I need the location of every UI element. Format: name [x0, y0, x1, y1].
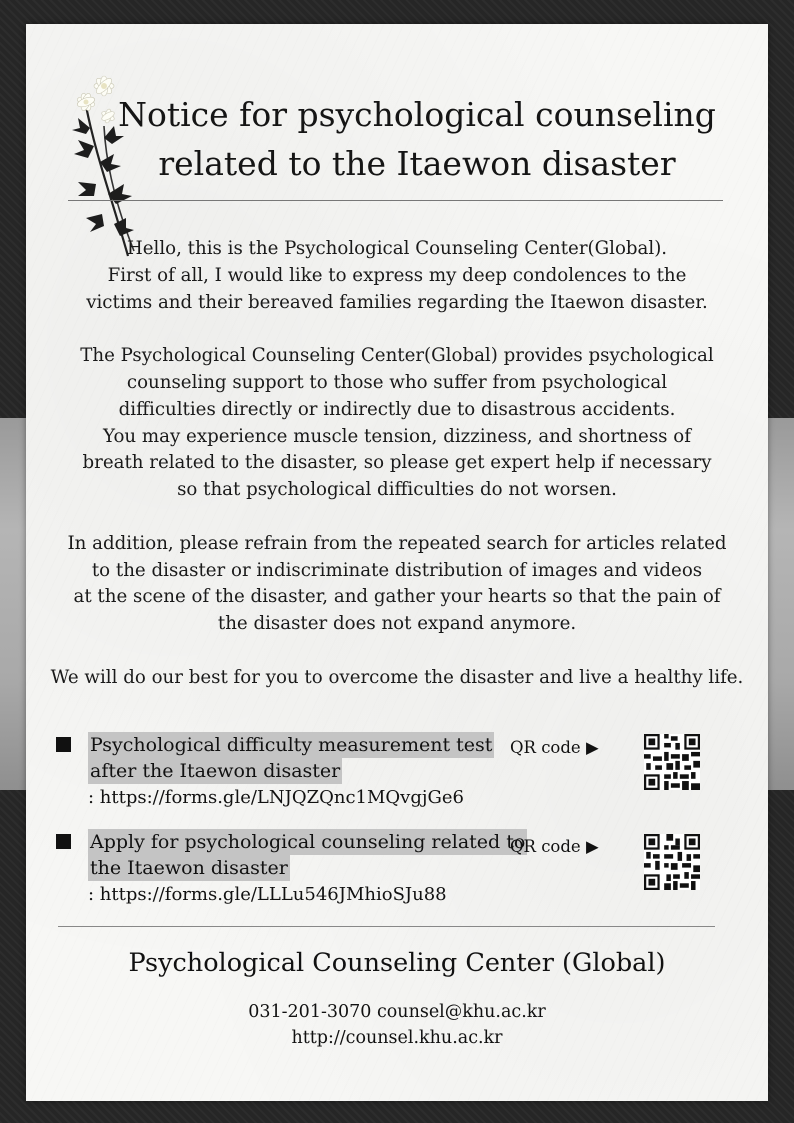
- survey-item-apply-counseling: [56, 829, 746, 909]
- divider-bottom: [58, 926, 715, 927]
- title-line-2: related to the Itaewon disaster: [158, 144, 676, 183]
- divider-top: [68, 200, 723, 201]
- qr-code-label: QR code ▶: [510, 837, 599, 856]
- center-name: Psychological Counseling Center (Global): [128, 948, 666, 978]
- body-line: First of all, I would like to express my deep condolences to the: [107, 264, 687, 286]
- item-title-line-2: the Itaewon disaster: [90, 857, 288, 879]
- body-line: Hello, this is the Psychological Counseling Center(Global).: [126, 238, 668, 259]
- qr-code-icon[interactable]: [644, 834, 700, 890]
- body-line: victims and their bereaved families regarding the Itaewon disaster.: [86, 291, 708, 313]
- item-text: [88, 829, 527, 908]
- item-title-line-1: Apply for psychological counseling related to: [90, 831, 526, 853]
- notice-body: [26, 236, 768, 692]
- survey-link[interactable]: : https://forms.gle/LNJQZQnc1MQvgjGe6: [88, 787, 464, 808]
- square-bullet-icon: [56, 737, 71, 752]
- body-line: counseling support to those who suffer from psychological: [126, 371, 668, 393]
- notice-paper: [26, 24, 768, 1101]
- title-line-1: Notice for psychological counseling: [118, 95, 716, 134]
- closing-line: We will do our best for you to overcome the disaster and live a healthy life.: [50, 666, 744, 688]
- item-title-line-2: after the Itaewon disaster: [90, 760, 341, 782]
- body-line: The Psychological Counseling Center(Global) provides psychological: [80, 345, 714, 367]
- body-line: In addition, please refrain from the repeated search for articles related: [67, 532, 727, 554]
- qr-code-icon[interactable]: [644, 734, 700, 790]
- item-title-line-1: Psychological difficulty measurement test: [90, 734, 493, 756]
- body-line: the disaster does not expand anymore.: [217, 613, 577, 635]
- apply-link[interactable]: : https://forms.gle/LLLu546JMhioSJu88: [88, 884, 447, 905]
- qr-code-label: QR code ▶: [510, 738, 599, 757]
- survey-item-measurement-test: [56, 732, 746, 812]
- notice-title: [86, 90, 748, 188]
- body-line: at the scene of the disaster, and gather your hearts so that the pain of: [73, 586, 721, 608]
- item-text: [88, 732, 494, 811]
- body-line: difficulties directly or indirectly due to disastrous accidents.: [118, 398, 676, 420]
- body-line: You may experience muscle tension, dizziness, and shortness of: [103, 425, 691, 447]
- body-line: so that psychological difficulties do not worsen.: [177, 479, 617, 501]
- square-bullet-icon: [56, 834, 71, 849]
- contact-info[interactable]: 031-201-3070 counsel@khu.ac.kr: [248, 1002, 546, 1022]
- body-line: breath related to the disaster, so please get expert help if necessary: [82, 452, 712, 474]
- website-link[interactable]: http://counsel.khu.ac.kr: [291, 1028, 503, 1048]
- body-line: to the disaster or indiscriminate distribution of images and videos: [91, 559, 703, 581]
